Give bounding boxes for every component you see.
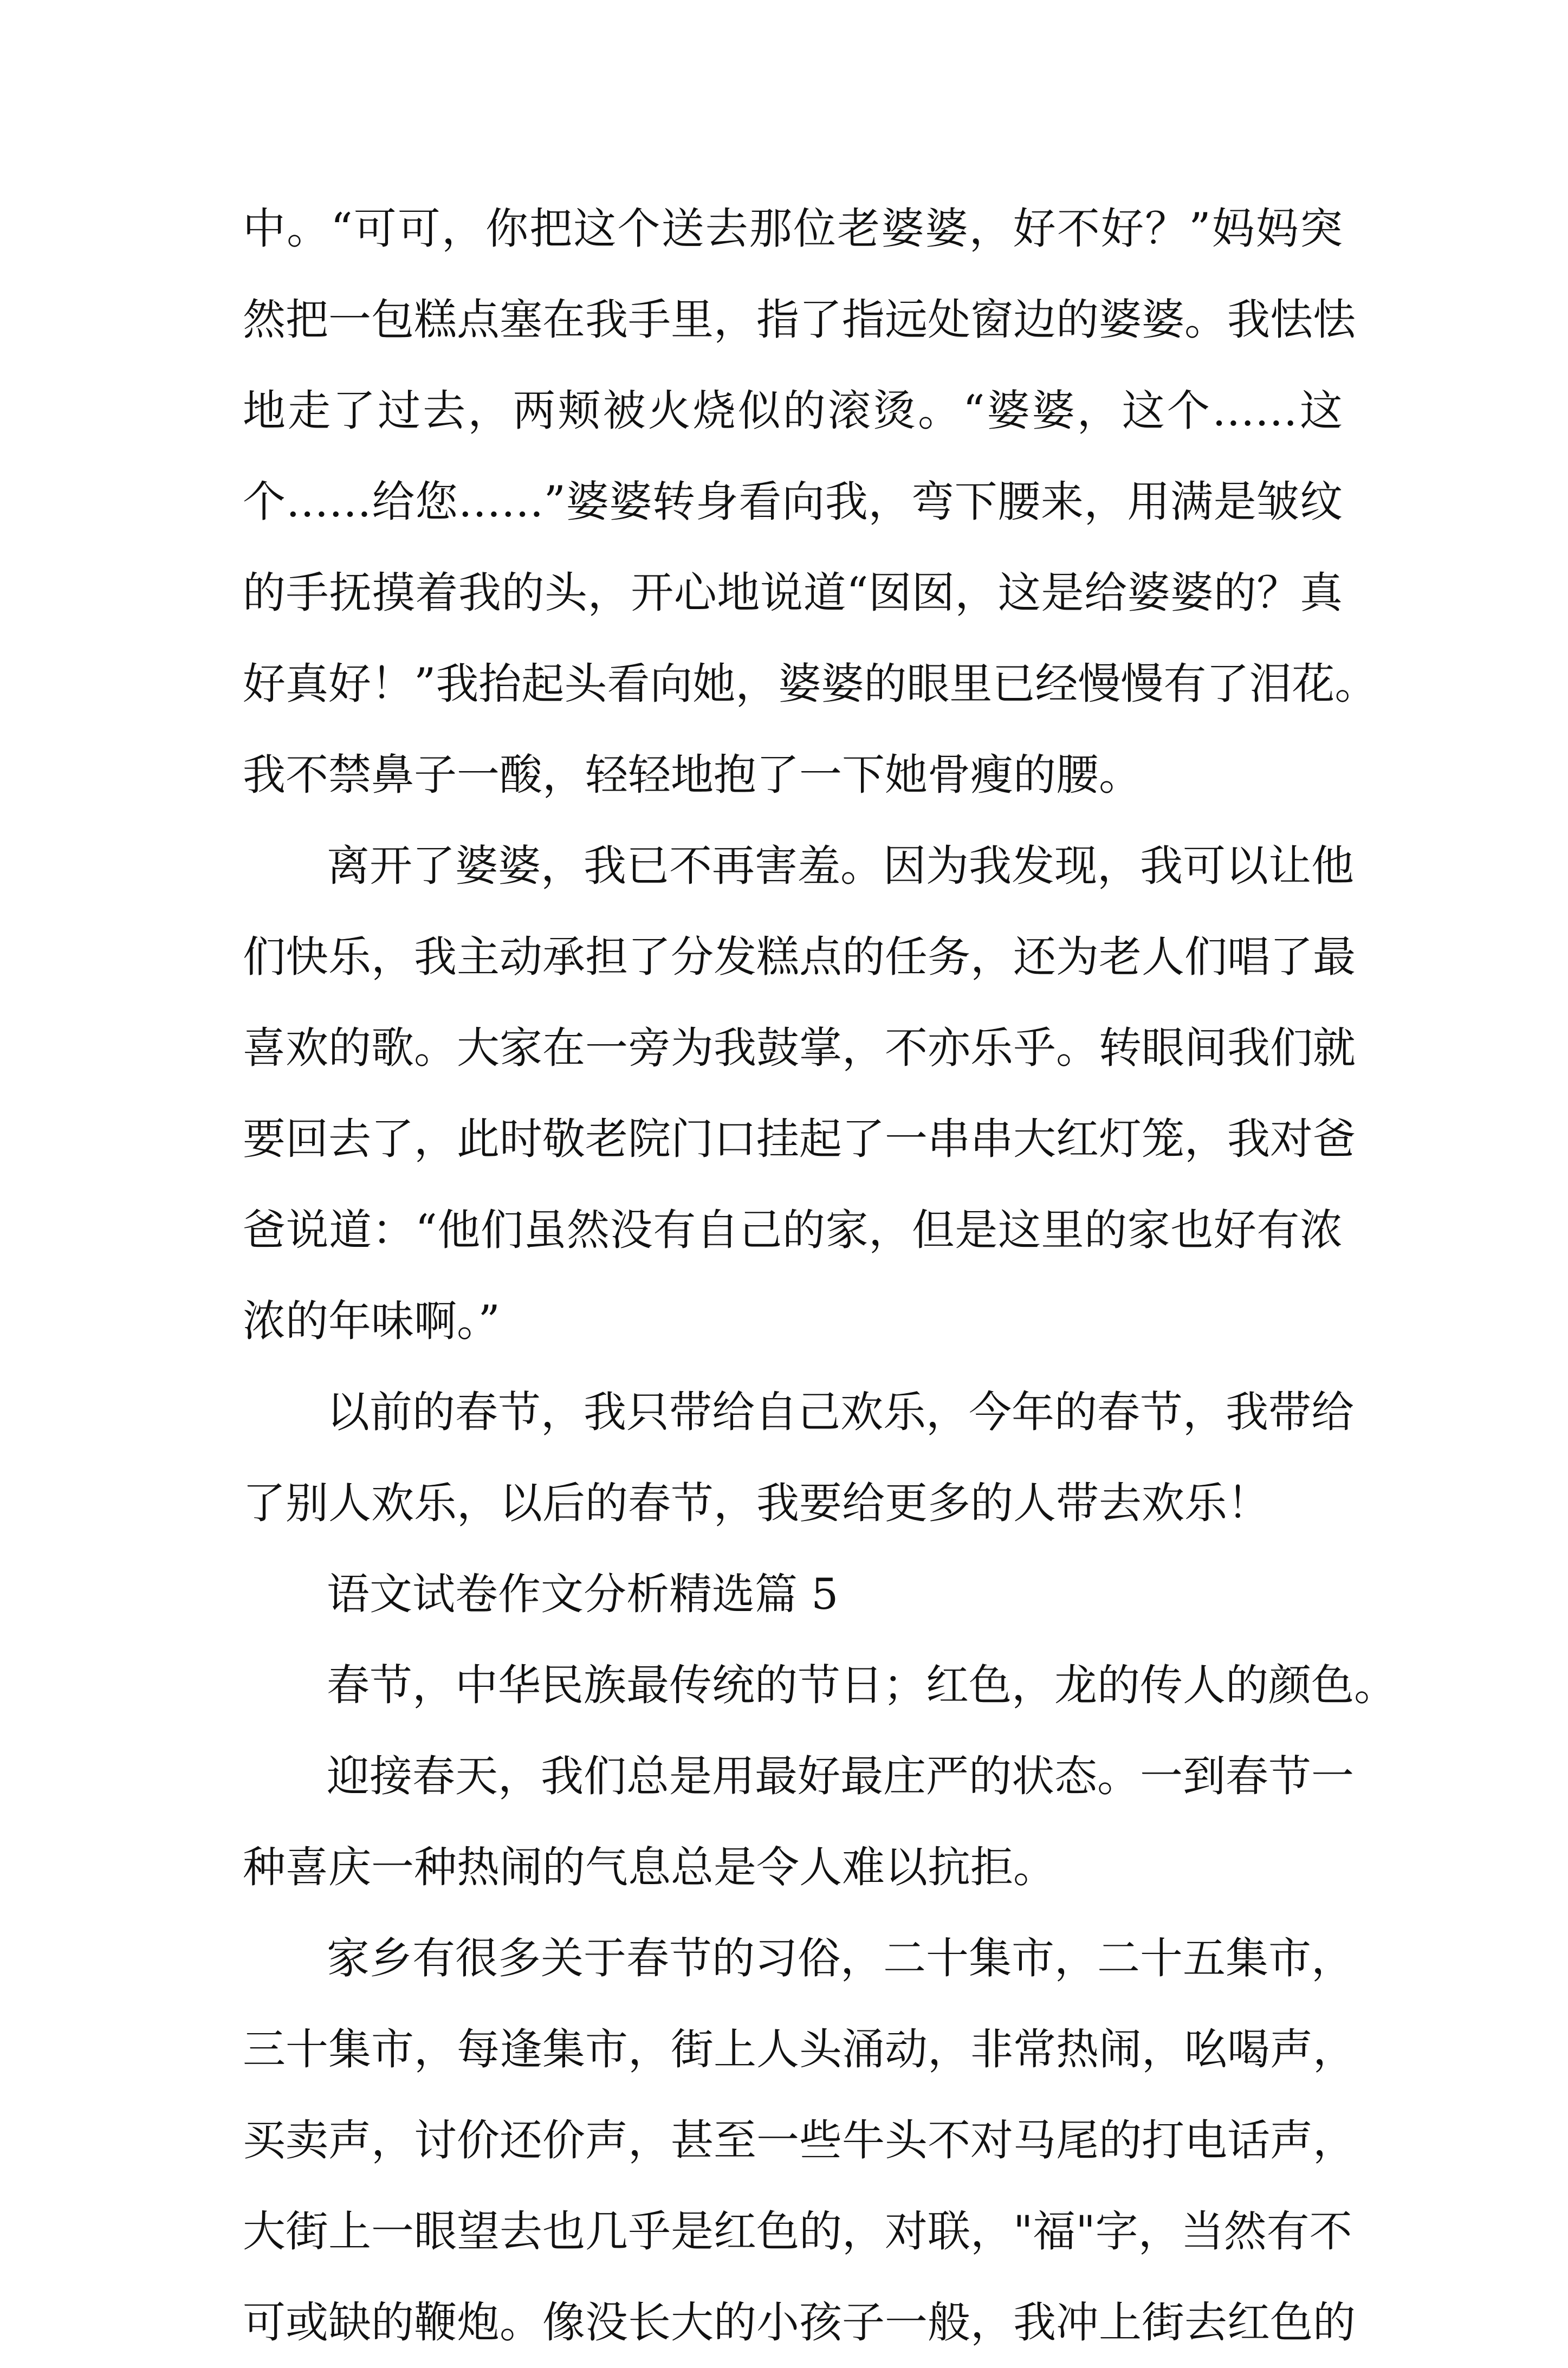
- text-line: 了别人欢乐，以后的春节，我要给更多的人带去欢乐！: [243, 1478, 1270, 1528]
- text-line: 中。“可可，你把这个送去那位老婆婆，好不好？”妈妈突: [243, 204, 1343, 254]
- section-heading: 语文试卷作文分析精选篇 5: [327, 1569, 839, 1619]
- text-line: 爸说道：“他们虽然没有自己的家，但是这里的家也好有浓: [243, 1205, 1343, 1255]
- text-line: 们快乐，我主动承担了分发糕点的任务，还为老人们唱了最: [243, 932, 1356, 982]
- text-line: 种喜庆一种热闹的气息总是令人难以抗拒。: [243, 1842, 1056, 1892]
- paragraph-first-line: 以前的春节，我只带给自己欢乐，今年的春节，我带给: [327, 1387, 1354, 1437]
- text-line: 浓的年味啊。”: [243, 1296, 500, 1346]
- text-line: 好真好！”我抬起头看向她，婆婆的眼里已经慢慢有了泪花。: [243, 659, 1378, 709]
- paragraph-first-line: 家乡有很多关于春节的习俗，二十集市，二十五集市，: [327, 1933, 1354, 1983]
- text-line: 然把一包糕点塞在我手里，指了指远处窗边的婆婆。我怯怯: [243, 295, 1356, 345]
- text-line: 个……给您……”婆婆转身看向我，弯下腰来，用满是皱纹: [243, 477, 1343, 527]
- text-line: 买卖声，讨价还价声，甚至一些牛头不对马尾的打电话声，: [243, 2115, 1356, 2165]
- text-line: 我不禁鼻子一酸，轻轻地抱了一下她骨瘦的腰。: [243, 750, 1142, 800]
- text-line: 三十集市，每逢集市，街上人头涌动，非常热闹，吆喝声，: [243, 2024, 1356, 2074]
- paragraph-first-line: 离开了婆婆，我已不再害羞。因为我发现，我可以让他: [327, 841, 1354, 891]
- text-line: 的手抚摸着我的头，开心地说道“囡囡，这是给婆婆的？真: [243, 568, 1343, 618]
- text-line: 可或缺的鞭炮。像没长大的小孩子一般，我冲上街去红色的: [243, 2298, 1356, 2347]
- text-line: 大街上一眼望去也几乎是红色的，对联，"福"字，当然有不: [243, 2207, 1352, 2256]
- text-line: 喜欢的歌。大家在一旁为我鼓掌，不亦乐乎。转眼间我们就: [243, 1023, 1356, 1073]
- text-line: 地走了过去，两颊被火烧似的滚烫。“婆婆，这个……这: [243, 386, 1343, 436]
- paragraph-first-line: 迎接春天，我们总是用最好最庄严的状态。一到春节一: [327, 1751, 1354, 1801]
- paragraph-first-line: 春节，中华民族最传统的节日；红色，龙的传人的颜色。: [327, 1660, 1397, 1710]
- text-line: 要回去了，此时敬老院门口挂起了一串串大红灯笼，我对爸: [243, 1114, 1356, 1164]
- document-body: [243, 183, 1397, 2368]
